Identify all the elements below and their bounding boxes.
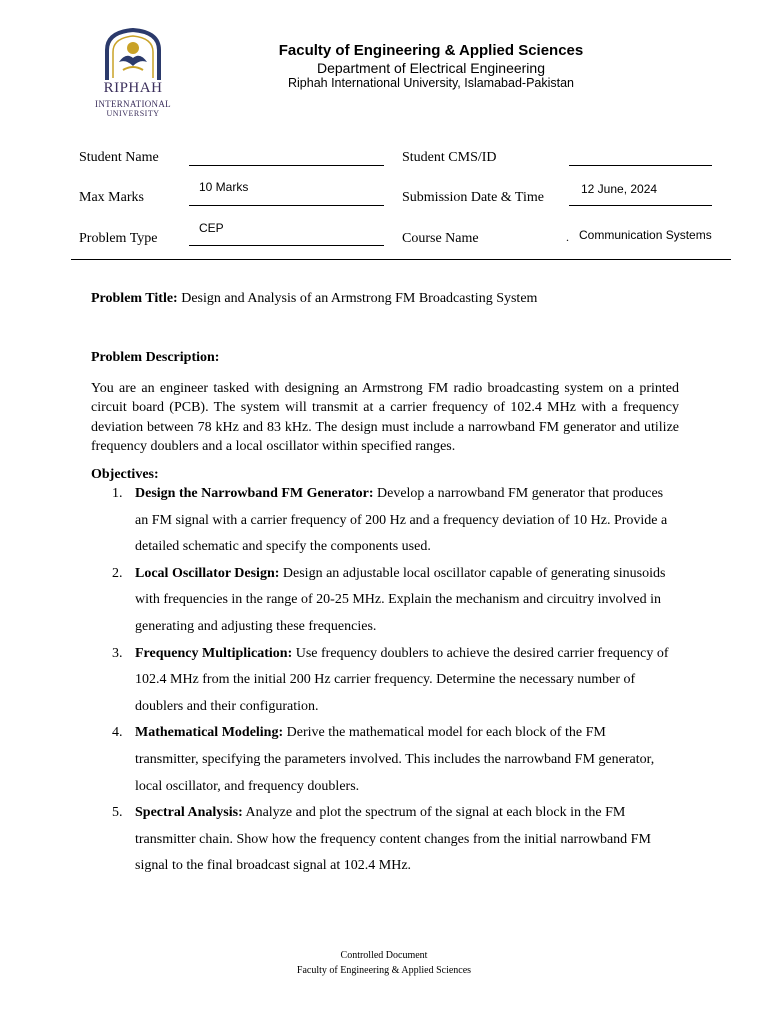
objective-text: Design an adjustable local oscillator capable of generating sinusoids with frequencies in the range of 20-25 MHz. Explain the mechanism and circuitry involved in generating and adjusting these frequencies. [135,565,666,634]
objective-text: Develop a narrowband FM generator that produces an FM signal with a carrier frequency of 200 Hz and a frequency deviation of 10 Hz. Provide a detailed schematic and specify the components used. [135,486,668,555]
submission-value: 12 June, 2024 [581,182,658,196]
objective-number: 3. [112,645,123,661]
objective-item [91,481,671,561]
course-name-value: Communication Systems [579,228,712,242]
problem-type-field[interactable] [189,245,384,246]
riphah-crest-icon [97,28,169,82]
objective-title: Frequency Multiplication: [135,645,293,661]
course-name-label: Course Name [402,231,479,246]
objective-item [91,641,671,721]
problem-title [91,291,537,307]
objective-number: 4. [112,725,123,741]
student-name-field[interactable] [189,165,384,166]
logo-line-international: INTERNATIONAL [95,99,171,109]
objective-item [91,561,671,641]
objective-number: 5. [112,805,123,821]
objectives-list [91,481,671,880]
student-id-label: Student CMS/ID [402,150,497,165]
problem-description-heading: Problem Description: [91,350,220,365]
submission-label: Submission Date & Time [402,190,544,205]
objective-item [91,800,671,880]
problem-type-label: Problem Type [79,231,158,246]
problem-description: You are an engineer tasked with designing an Armstrong FM radio broadcasting system on a printed circuit board (PCB). The system will transmit at a carrier frequency of 102.4 MHz with a frequency deviation between 78 kHz and 83 kHz. The design must include a narrowband FM generator and utilize frequency doublers and a local oscillator within specified ranges. [91,381,679,454]
max-marks-field[interactable] [189,205,384,206]
objective-text: Analyze and plot the spectrum of the signal at each block in the FM transmitter chain. Show how the frequency content changes from the initial narrowband FM signal to the final broadcast signal at 102.4 MHz. [135,805,651,874]
max-marks-value: 10 Marks [199,180,249,194]
objective-text: Derive the mathematical model for each block of the FM transmitter, specifying the parameters involved. This includes the narrowband FM generator, local oscillator, and frequency doublers. [135,725,655,794]
submission-field[interactable] [569,205,712,206]
objective-number: 1. [112,486,123,501]
student-name-label: Student Name [79,150,159,165]
objective-item [91,720,671,800]
logo-name: RIPHAH [103,80,163,96]
objective-title: Design the Narrowband FM Generator: [135,486,374,501]
course-dot: . [566,230,569,244]
university-address: Riphah International University, Islamabad-Pakistan [287,76,575,90]
header-divider [71,259,731,260]
objective-title: Spectral Analysis: [135,805,243,821]
objective-number: 2. [112,565,123,581]
student-id-field[interactable] [569,165,712,166]
objective-text: Use frequency doublers to achieve the desired carrier frequency of 102.4 MHz from the initial 200 Hz carrier frequency. Determine the necessary number of doublers and their configuration. [135,645,669,714]
department-title: Department of Electrical Engineering [316,60,545,76]
objective-title: Local Oscillator Design: [135,565,280,581]
university-logo [88,28,178,122]
footer-controlled-document: Controlled Document [340,950,428,961]
faculty-title: Faculty of Engineering & Applied Sciences [278,42,584,59]
problem-title-text: Design and Analysis of an Armstrong FM Broadcasting System [181,291,538,306]
max-marks-label: Max Marks [79,190,144,205]
footer-faculty: Faculty of Engineering & Applied Sciences [296,965,472,976]
logo-line-university: UNIVERSITY [106,109,160,118]
objective-title: Mathematical Modeling: [135,725,284,741]
objectives-heading: Objectives: [91,467,159,482]
problem-type-value: CEP [199,221,224,235]
problem-title-label: Problem Title: [91,291,178,306]
